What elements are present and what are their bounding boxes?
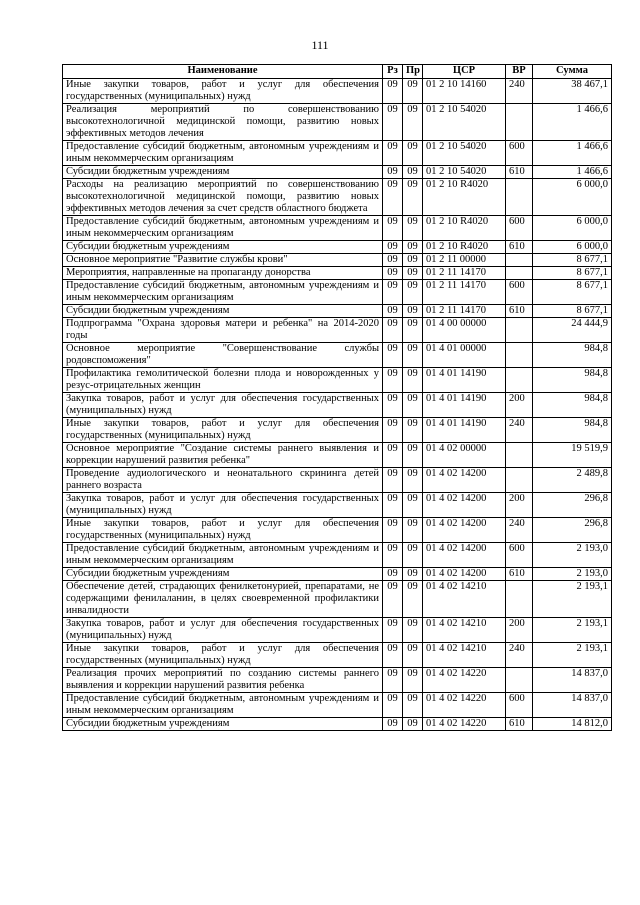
- cell-rz: 09: [383, 493, 403, 518]
- cell-vr: [506, 318, 533, 343]
- cell-sum: 2 193,0: [533, 568, 612, 581]
- header-pr: Пр: [403, 65, 423, 79]
- cell-name: Расходы на реализацию мероприятий по совершенствованию высокотехнологичной медицинской помощи, развитию новых эффективных методов лечения за счет средств областного бюджета: [63, 179, 383, 216]
- cell-name: Предоставление субсидий бюджетным, автономным учреждениям и иным некоммерческим организациям: [63, 141, 383, 166]
- cell-name: Предоставление субсидий бюджетным, автономным учреждениям и иным некоммерческим организациям: [63, 543, 383, 568]
- cell-sum: 1 466,6: [533, 166, 612, 179]
- cell-sum: 14 837,0: [533, 693, 612, 718]
- header-rz: Рз: [383, 65, 403, 79]
- header-sum: Сумма: [533, 65, 612, 79]
- cell-name: Реализация мероприятий по совершенствованию высокотехнологичной медицинской помощи, развитию новых эффективных методов лечения: [63, 104, 383, 141]
- cell-name: Субсидии бюджетным учреждениям: [63, 241, 383, 254]
- cell-vr: 240: [506, 418, 533, 443]
- table-row: [63, 693, 612, 718]
- table-row: [63, 216, 612, 241]
- cell-vr: [506, 254, 533, 267]
- cell-rz: 09: [383, 518, 403, 543]
- table-row: [63, 581, 612, 618]
- cell-csr: 01 2 11 14170: [423, 305, 506, 318]
- table-row: [63, 79, 612, 104]
- cell-csr: 01 4 02 14220: [423, 718, 506, 731]
- cell-rz: 09: [383, 267, 403, 280]
- header-name: Наименование: [63, 65, 383, 79]
- table-row: [63, 305, 612, 318]
- cell-rz: 09: [383, 318, 403, 343]
- cell-name: Иные закупки товаров, работ и услуг для обеспечения государственных (муниципальных) нужд: [63, 79, 383, 104]
- cell-pr: 09: [403, 267, 423, 280]
- table-row: [63, 543, 612, 568]
- table-row: [63, 618, 612, 643]
- cell-sum: 2 193,0: [533, 543, 612, 568]
- cell-vr: 610: [506, 568, 533, 581]
- cell-name: Субсидии бюджетным учреждениям: [63, 305, 383, 318]
- cell-vr: 200: [506, 493, 533, 518]
- cell-csr: 01 4 02 14210: [423, 581, 506, 618]
- cell-name: Предоставление субсидий бюджетным, автономным учреждениям и иным некоммерческим организациям: [63, 280, 383, 305]
- cell-csr: 01 4 01 14190: [423, 418, 506, 443]
- cell-pr: 09: [403, 241, 423, 254]
- cell-rz: 09: [383, 693, 403, 718]
- cell-rz: 09: [383, 393, 403, 418]
- cell-csr: 01 4 02 14200: [423, 543, 506, 568]
- cell-vr: [506, 179, 533, 216]
- cell-sum: 38 467,1: [533, 79, 612, 104]
- page-number: 111: [311, 38, 329, 52]
- cell-pr: 09: [403, 443, 423, 468]
- cell-sum: 984,8: [533, 343, 612, 368]
- cell-pr: 09: [403, 643, 423, 668]
- cell-rz: 09: [383, 643, 403, 668]
- table-row: [63, 568, 612, 581]
- table-row: [63, 493, 612, 518]
- cell-name: Предоставление субсидий бюджетным, автономным учреждениям и иным некоммерческим организациям: [63, 216, 383, 241]
- cell-pr: 09: [403, 693, 423, 718]
- table-row: [63, 443, 612, 468]
- cell-pr: 09: [403, 179, 423, 216]
- cell-csr: 01 4 01 00000: [423, 343, 506, 368]
- cell-vr: 200: [506, 618, 533, 643]
- cell-csr: 01 2 10 54020: [423, 104, 506, 141]
- cell-sum: 296,8: [533, 493, 612, 518]
- table-row: [63, 254, 612, 267]
- cell-rz: 09: [383, 179, 403, 216]
- cell-csr: 01 4 02 14200: [423, 568, 506, 581]
- cell-sum: 2 489,8: [533, 468, 612, 493]
- cell-vr: 200: [506, 393, 533, 418]
- cell-vr: [506, 668, 533, 693]
- cell-pr: 09: [403, 418, 423, 443]
- cell-csr: 01 4 01 14190: [423, 368, 506, 393]
- cell-sum: 8 677,1: [533, 305, 612, 318]
- table-row: [63, 718, 612, 731]
- cell-sum: 2 193,1: [533, 643, 612, 668]
- table-row: [63, 468, 612, 493]
- cell-sum: 8 677,1: [533, 267, 612, 280]
- cell-name: Субсидии бюджетным учреждениям: [63, 166, 383, 179]
- cell-name: Основное мероприятие "Развитие службы крови": [63, 254, 383, 267]
- cell-name: Проведение аудиологического и неонатального скрининга детей раннего возраста: [63, 468, 383, 493]
- cell-pr: 09: [403, 79, 423, 104]
- cell-name: Обеспечение детей, страдающих фенилкетонурией, препаратами, не содержащими фенилаланин, в целях своевременной профилактики инвалидности: [63, 581, 383, 618]
- cell-pr: 09: [403, 718, 423, 731]
- cell-sum: 1 466,6: [533, 104, 612, 141]
- table-row: [63, 241, 612, 254]
- cell-name: Основное мероприятие "Создание системы раннего выявления и коррекции нарушений развития ребенка": [63, 443, 383, 468]
- cell-rz: 09: [383, 343, 403, 368]
- cell-vr: [506, 443, 533, 468]
- cell-csr: 01 4 00 00000: [423, 318, 506, 343]
- cell-vr: [506, 343, 533, 368]
- cell-csr: 01 4 02 14210: [423, 618, 506, 643]
- cell-rz: 09: [383, 368, 403, 393]
- cell-rz: 09: [383, 618, 403, 643]
- cell-name: Иные закупки товаров, работ и услуг для обеспечения государственных (муниципальных) нужд: [63, 418, 383, 443]
- cell-vr: 610: [506, 166, 533, 179]
- cell-sum: 24 444,9: [533, 318, 612, 343]
- cell-sum: 6 000,0: [533, 216, 612, 241]
- table-row: [63, 318, 612, 343]
- cell-vr: 610: [506, 305, 533, 318]
- cell-name: Профилактика гемолитической болезни плода и новорожденных у резус-отрицательных женщин: [63, 368, 383, 393]
- cell-sum: 984,8: [533, 368, 612, 393]
- cell-name: Закупка товаров, работ и услуг для обеспечения государственных (муниципальных) нужд: [63, 393, 383, 418]
- table-row: [63, 343, 612, 368]
- cell-sum: 6 000,0: [533, 241, 612, 254]
- cell-csr: 01 2 11 14170: [423, 267, 506, 280]
- table-header-row: [63, 65, 612, 79]
- table-row: [63, 393, 612, 418]
- cell-sum: 14 812,0: [533, 718, 612, 731]
- cell-rz: 09: [383, 568, 403, 581]
- cell-csr: 01 2 10 R4020: [423, 216, 506, 241]
- cell-sum: 2 193,1: [533, 618, 612, 643]
- cell-pr: 09: [403, 668, 423, 693]
- cell-csr: 01 2 10 R4020: [423, 179, 506, 216]
- cell-pr: 09: [403, 141, 423, 166]
- cell-vr: [506, 581, 533, 618]
- cell-pr: 09: [403, 280, 423, 305]
- table-row: [63, 518, 612, 543]
- header-csr: ЦСР: [423, 65, 506, 79]
- table-row: [63, 141, 612, 166]
- cell-sum: 296,8: [533, 518, 612, 543]
- cell-vr: 600: [506, 693, 533, 718]
- cell-name: Реализация прочих мероприятий по созданию системы раннего выявления и коррекции нарушений развития ребенка: [63, 668, 383, 693]
- cell-pr: 09: [403, 493, 423, 518]
- cell-vr: 240: [506, 518, 533, 543]
- cell-name: Мероприятия, направленные на пропаганду донорства: [63, 267, 383, 280]
- cell-sum: 984,8: [533, 418, 612, 443]
- cell-csr: 01 2 10 54020: [423, 166, 506, 179]
- cell-vr: 610: [506, 718, 533, 731]
- cell-pr: 09: [403, 468, 423, 493]
- cell-rz: 09: [383, 104, 403, 141]
- table-row: [63, 104, 612, 141]
- cell-pr: 09: [403, 543, 423, 568]
- cell-pr: 09: [403, 166, 423, 179]
- cell-rz: 09: [383, 280, 403, 305]
- cell-pr: 09: [403, 581, 423, 618]
- cell-csr: 01 2 10 14160: [423, 79, 506, 104]
- table-row: [63, 179, 612, 216]
- cell-csr: 01 4 02 14200: [423, 493, 506, 518]
- cell-name: Субсидии бюджетным учреждениям: [63, 718, 383, 731]
- cell-pr: 09: [403, 305, 423, 318]
- cell-csr: 01 4 02 14220: [423, 668, 506, 693]
- cell-csr: 01 4 02 00000: [423, 443, 506, 468]
- cell-csr: 01 4 01 14190: [423, 393, 506, 418]
- cell-vr: 600: [506, 280, 533, 305]
- cell-rz: 09: [383, 443, 403, 468]
- cell-vr: 240: [506, 79, 533, 104]
- cell-csr: 01 2 10 R4020: [423, 241, 506, 254]
- cell-vr: 600: [506, 141, 533, 166]
- cell-sum: 14 837,0: [533, 668, 612, 693]
- table-row: [63, 668, 612, 693]
- table-row: [63, 368, 612, 393]
- cell-rz: 09: [383, 141, 403, 166]
- cell-vr: 600: [506, 543, 533, 568]
- cell-rz: 09: [383, 241, 403, 254]
- cell-vr: [506, 368, 533, 393]
- cell-name: Субсидии бюджетным учреждениям: [63, 568, 383, 581]
- table-row: [63, 267, 612, 280]
- cell-rz: 09: [383, 543, 403, 568]
- table-body: [63, 79, 612, 731]
- cell-sum: 8 677,1: [533, 254, 612, 267]
- cell-name: Иные закупки товаров, работ и услуг для обеспечения государственных (муниципальных) нужд: [63, 643, 383, 668]
- cell-name: Предоставление субсидий бюджетным, автономным учреждениям и иным некоммерческим организациям: [63, 693, 383, 718]
- table-row: [63, 166, 612, 179]
- header-vr: ВР: [506, 65, 533, 79]
- cell-rz: 09: [383, 718, 403, 731]
- cell-pr: 09: [403, 343, 423, 368]
- budget-table: [62, 64, 612, 731]
- table-row: [63, 418, 612, 443]
- cell-rz: 09: [383, 254, 403, 267]
- cell-rz: 09: [383, 418, 403, 443]
- cell-csr: 01 2 10 54020: [423, 141, 506, 166]
- cell-sum: 6 000,0: [533, 179, 612, 216]
- table-row: [63, 280, 612, 305]
- cell-vr: [506, 267, 533, 280]
- cell-vr: [506, 104, 533, 141]
- cell-rz: 09: [383, 668, 403, 693]
- cell-pr: 09: [403, 216, 423, 241]
- cell-sum: 8 677,1: [533, 280, 612, 305]
- cell-rz: 09: [383, 305, 403, 318]
- cell-pr: 09: [403, 318, 423, 343]
- cell-vr: 610: [506, 241, 533, 254]
- cell-csr: 01 4 02 14200: [423, 468, 506, 493]
- cell-pr: 09: [403, 618, 423, 643]
- cell-sum: 1 466,6: [533, 141, 612, 166]
- table-row: [63, 643, 612, 668]
- cell-name: Закупка товаров, работ и услуг для обеспечения государственных (муниципальных) нужд: [63, 493, 383, 518]
- cell-name: Закупка товаров, работ и услуг для обеспечения государственных (муниципальных) нужд: [63, 618, 383, 643]
- cell-vr: 600: [506, 216, 533, 241]
- cell-csr: 01 4 02 14210: [423, 643, 506, 668]
- cell-vr: 240: [506, 643, 533, 668]
- cell-rz: 09: [383, 581, 403, 618]
- cell-pr: 09: [403, 104, 423, 141]
- cell-rz: 09: [383, 216, 403, 241]
- cell-rz: 09: [383, 166, 403, 179]
- cell-name: Подпрограмма "Охрана здоровья матери и ребенка" на 2014-2020 годы: [63, 318, 383, 343]
- cell-rz: 09: [383, 79, 403, 104]
- cell-pr: 09: [403, 393, 423, 418]
- cell-csr: 01 4 02 14200: [423, 518, 506, 543]
- cell-sum: 19 519,9: [533, 443, 612, 468]
- cell-pr: 09: [403, 368, 423, 393]
- cell-name: Иные закупки товаров, работ и услуг для обеспечения государственных (муниципальных) нужд: [63, 518, 383, 543]
- cell-rz: 09: [383, 468, 403, 493]
- cell-csr: 01 2 11 14170: [423, 280, 506, 305]
- cell-pr: 09: [403, 568, 423, 581]
- cell-pr: 09: [403, 254, 423, 267]
- cell-csr: 01 2 11 00000: [423, 254, 506, 267]
- cell-vr: [506, 468, 533, 493]
- cell-name: Основное мероприятие "Совершенствование службы родовспоможения": [63, 343, 383, 368]
- cell-sum: 2 193,1: [533, 581, 612, 618]
- cell-pr: 09: [403, 518, 423, 543]
- cell-sum: 984,8: [533, 393, 612, 418]
- cell-csr: 01 4 02 14220: [423, 693, 506, 718]
